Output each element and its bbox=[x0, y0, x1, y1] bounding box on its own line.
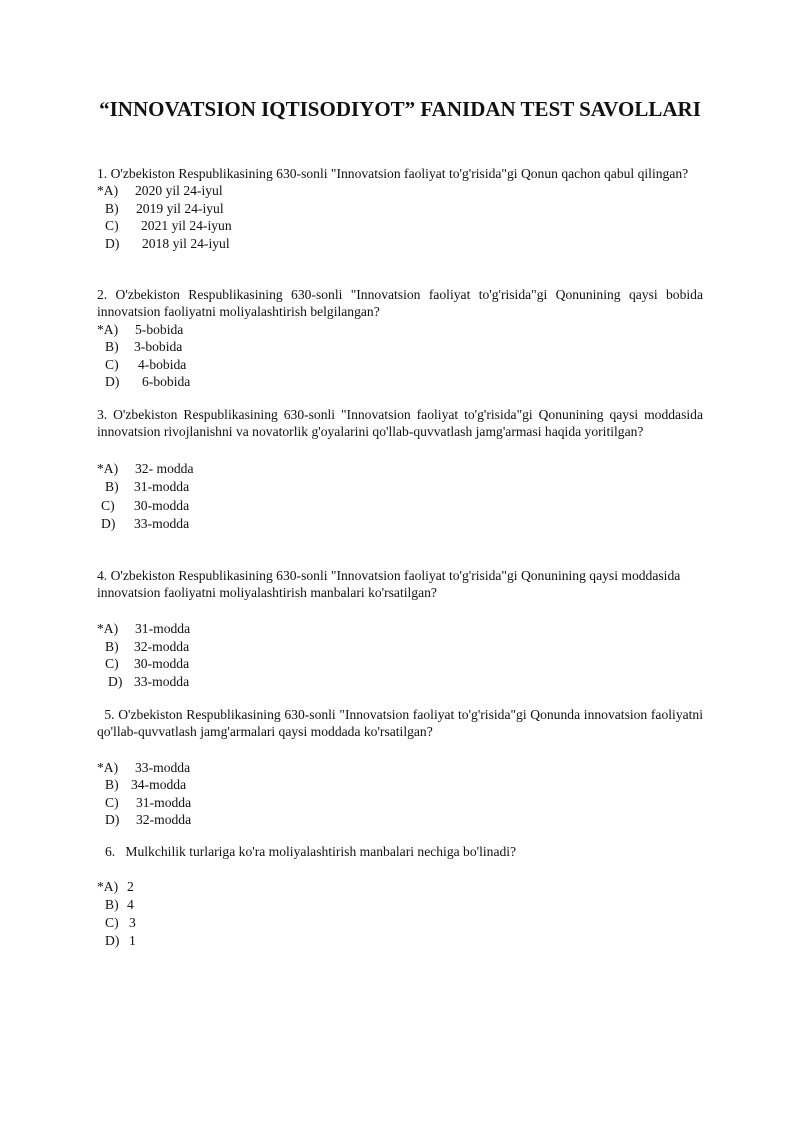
question-1 bbox=[97, 165, 703, 252]
option-d: D) 6-bobida bbox=[105, 374, 191, 390]
option-b: B) 32-modda bbox=[105, 638, 190, 654]
question-4 bbox=[97, 567, 703, 691]
option-d: D) 32-modda bbox=[105, 812, 192, 828]
option-c: C) 31-modda bbox=[105, 794, 192, 810]
question-text: 2. O'zbekiston Respublikasining 630-sonli "Innovatsion faoliyat to'g'risida"gi Qonunining qaysi bobida innovatsion faoliyatni moliyalashtirish belgilangan? bbox=[97, 287, 703, 320]
question-6 bbox=[97, 843, 703, 950]
option-c: C) 2021 yil 24-iyun bbox=[105, 218, 232, 234]
options-list bbox=[97, 182, 703, 252]
question-text: 5. O'zbekiston Respublikasining 630-sonli "Innovatsion faoliyat to'g'risida"gi Qonunda innovatsion faoliyatni qo'llab-quvvatlash jamg'armalari qaysi moddada ko'rsatilgan? bbox=[97, 707, 707, 740]
question-3 bbox=[97, 406, 703, 534]
options-list bbox=[97, 759, 703, 829]
option-a: *A) 2020 yil 24-iyul bbox=[97, 183, 223, 199]
option-a: *A) 31-modda bbox=[97, 620, 191, 636]
question-text: 6. Mulkchilik turlariga ko'ra moliyalashtirish manbalari nechiga bo'linadi? bbox=[105, 844, 517, 859]
option-d: D) 33-modda bbox=[108, 673, 190, 689]
question-2 bbox=[97, 286, 703, 390]
document-title: “INNOVATSION IQTISODIYOT” FANIDAN TEST SAVOLLARI bbox=[99, 97, 701, 121]
option-a: *A) 2 bbox=[97, 879, 134, 895]
options-list bbox=[97, 878, 703, 950]
option-c: C) 3 bbox=[105, 915, 136, 931]
options-list bbox=[97, 321, 703, 391]
option-a: *A) 33-modda bbox=[97, 759, 191, 775]
question-text: 1. O'zbekiston Respublikasining 630-sonli "Innovatsion faoliyat to'g'risida"gi Qonun qachon qabul qilingan? bbox=[97, 166, 689, 181]
option-b: B) 34-modda bbox=[105, 777, 187, 793]
question-text: 3. O'zbekiston Respublikasining 630-sonli "Innovatsion faoliyat to'g'risida"gi Qonunining qaysi moddasida innovatsion rivojlanishni va novatorlik g'oyalarini qo'llab-quvvatlash jamg'armasi haqida yoritilgan? bbox=[97, 407, 703, 440]
option-c: C) 4-bobida bbox=[105, 356, 187, 372]
option-c: C) 30-modda bbox=[105, 656, 190, 672]
options-list bbox=[97, 620, 703, 691]
option-d: D) 33-modda bbox=[101, 516, 190, 532]
option-b: B) 2019 yil 24-iyul bbox=[105, 200, 224, 216]
option-b: B) 4 bbox=[105, 897, 134, 913]
option-c: C) 30-modda bbox=[101, 497, 190, 513]
option-b: B) 31-modda bbox=[105, 479, 190, 495]
option-a: *A) 5-bobida bbox=[97, 321, 184, 337]
options-list bbox=[97, 460, 703, 534]
option-b: B) 3-bobida bbox=[105, 339, 183, 355]
question-text: 4. O'zbekiston Respublikasining 630-sonli "Innovatsion faoliyat to'g'risida"gi Qonunining qaysi moddasida innovatsion faoliyatni moliyalashtirish manbalari ko'rsatilgan? bbox=[97, 568, 681, 601]
question-5 bbox=[97, 706, 707, 828]
option-d: D) 2018 yil 24-iyul bbox=[105, 235, 230, 251]
option-a: *A) 32- modda bbox=[97, 460, 194, 476]
option-d: D) 1 bbox=[105, 933, 136, 949]
